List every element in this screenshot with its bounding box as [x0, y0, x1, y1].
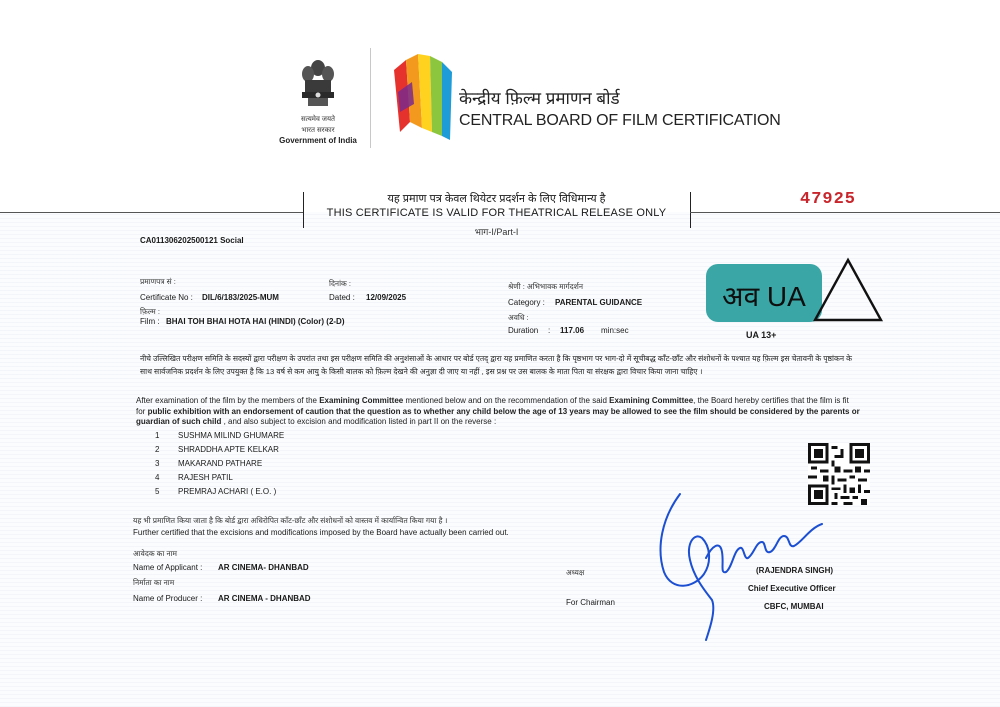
reference-code: CA011306202500121 Social — [140, 236, 244, 245]
part-label: भाग-I/Part-I — [474, 227, 519, 237]
signatory-title: Chief Executive Officer — [748, 584, 836, 593]
header-rule-right — [690, 212, 1000, 213]
producer-label: Name of Producer : — [133, 594, 203, 603]
film-label: Film : — [140, 317, 160, 326]
emblem-motto: सत्यमेव जयते — [300, 116, 336, 123]
date-hindi: दिनांक : — [329, 279, 351, 288]
category-hindi: श्रेणी : अभिभावक मार्गदर्शन — [508, 282, 583, 291]
board-name-hindi: केन्द्रीय फ़िल्म प्रमाणन बोर्ड — [459, 89, 620, 108]
committee-member-number: 3 — [155, 459, 160, 468]
serial-number: 47925 — [800, 190, 857, 209]
producer-hindi: निर्माता का नाम — [133, 578, 175, 587]
gov-english: Government of India — [279, 136, 357, 145]
committee-member-name: PREMRAJ ACHARI ( E.O. ) — [178, 487, 277, 496]
header-rule-left — [0, 212, 303, 213]
hindi-certification-text: नीचे उल्लिखित परीक्षण समिति के सदस्यों द्वारा परीक्षण के उपरांत तथा इस परीक्षण समिति की अनुशंसाओं के आधार पर बोर्ड एतद् द्वारा यह प्रमाणित करता है कि पृष्ठभाग पर भाग-दो में सूचीबद्ध काँट-छाँट और संशोधनों के पश्चात यह फ़िल्म इस चेतावनी के पृष्ठांकन के साथ सार्वजनिक प्रदर्शन के लिए उपयुक्त है कि 13 वर्ष से कम आयु के किसी बालक को फ़िल्म देखने की अनुज्ञा दी जाए या नहीं , इस प्रश्न पर उस बालक के माता पिता या संरक्षक द्वारा विचार किया जाना चाहिए । — [140, 354, 852, 376]
committee-member-number: 1 — [155, 431, 160, 440]
caution-triangle-icon — [812, 256, 884, 324]
for-chairman: For Chairman — [566, 598, 615, 607]
rating-label: UA 13+ — [746, 330, 777, 340]
category-value: PARENTAL GUIDANCE — [555, 298, 643, 307]
committee-member-number: 2 — [155, 445, 160, 454]
producer-value: AR CINEMA - DHANBAD — [218, 594, 311, 603]
applicant-value: AR CINEMA- DHANBAD — [218, 563, 309, 572]
applicant-label: Name of Applicant : — [133, 563, 203, 572]
further-cert-english: Further certified that the excisions and modifications imposed by the Board have actually been carried out. — [133, 528, 509, 537]
committee-member-number: 4 — [155, 473, 160, 482]
cert-no-value: DIL/6/183/2025-MUM — [202, 293, 279, 302]
duration-hindi: अवधि : — [508, 313, 529, 322]
category-label: Category : — [508, 298, 545, 307]
chairman-hindi: अध्यक्ष — [566, 568, 585, 577]
further-cert-hindi: यह भी प्रमाणित किया जाता है कि बोर्ड द्वारा अधिरोपित काँट-छाँट और संशोधनों को वास्तव में कार्यान्वित किया गया है । — [133, 516, 448, 525]
state-emblem-icon — [296, 58, 340, 114]
english-certification-text: After examination of the film by the members of the Examining Committee mentioned below and on the recommendation of the said Examining Committee, the Board hereby certifies that the film is fit for public exhibition with an endorsement of caution that the question as to whether any child below the age of 13 years may be allowed to see the film should be considered by the parents or guardian of such child , and also subject to excision and modification listed in part II on the reverse : — [136, 396, 860, 426]
committee-member-number: 5 — [155, 487, 160, 496]
committee-member-name: SUSHMA MILIND GHUMARE — [178, 431, 285, 440]
gov-hindi: भारत सरकार — [301, 127, 335, 134]
validity-hindi: यह प्रमाण पत्र केवल थियेटर प्रदर्शन के लिए विधिमान्य है — [387, 193, 606, 205]
rating-badge — [706, 264, 822, 322]
cert-no-hindi: प्रमाणपत्र सं : — [140, 277, 176, 286]
date-label: Dated : — [329, 293, 355, 302]
validity-english: THIS CERTIFICATE IS VALID FOR THEATRICAL RELEASE ONLY — [326, 207, 667, 219]
cert-no-label: Certificate No : — [140, 293, 193, 302]
committee-member-name: MAKARAND PATHARE — [178, 459, 263, 468]
film-hindi: फ़िल्म : — [140, 307, 160, 316]
applicant-hindi: आवेदक का नाम — [133, 549, 178, 558]
cbfc-logo-icon — [392, 52, 454, 144]
rating-badge-text: अव UA — [722, 281, 806, 312]
duration-unit: min:sec — [601, 326, 629, 335]
committee-member-name: SHRADDHA APTE KELKAR — [178, 445, 279, 454]
signatory-office: CBFC, MUMBAI — [764, 602, 824, 611]
board-name-english: CENTRAL BOARD OF FILM CERTIFICATION — [459, 112, 781, 129]
duration-label: Duration — [508, 326, 539, 335]
certificate-page: सत्यमेव जयते भारत सरकार Government of India केन्द्रीय फ़िल्म प्रमाणन बोर्ड CENTRAL BOARD OF FILM CERTIFICATION यह प्रमाण पत्र केवल थियेटर प्रदर्शन के लिए विधिमान्य है THIS CERTIFICATE IS VALID FOR THEATRICAL RELEASE ONLY भाग-I/Part-I 47925 CA011306202500121 Social प्रमाणपत्र सं : Certificate No : DIL/6/183/2025-MUM दिनांक : Dated : 12/09/2025 फ़िल्म : Film : BHAI TOH BHAI HOTA HAI (HINDI) (Color) (2-D) श्रेणी : अभिभावक मार्गदर्शन Category : PARENTAL GUIDANCE अवधि : Duration : 117.06 min:sec अव UA UA 13+ नीचे उल्लिखित परीक्षण समिति के सदस्यों द्वारा परीक्षण के उपरांत तथा इस परीक्षण समिति की अनुशंसाओं के आधार पर बोर्ड एतद् द्वारा यह प्रमाणित करता है कि पृष्ठभाग पर भाग-दो में सूचीबद्ध काँट-छाँट और संशोधनों के पश्चात यह फ़िल्म इस चेतावनी के पृष्ठांकन के साथ सार्वजनिक प्रदर्शन के लिए उपयुक्त है कि 13 वर्ष से कम आयु के किसी बालक को फ़िल्म देखने की अनुज्ञा दी जाए या नहीं , इस प्रश्न पर उस बालक के माता पिता या संरक्षक द्वारा विचार किया जाना चाहिए । After examination of the film by the members of the Examining Committee mentioned below and on the recommendation of the said Examining Committee, the Board hereby certifies that the film is fit for public exhibition with an endorsement of caution that the question as to whether any child below the age of 13 years may be allowed to see the film should be considered by the parents or guardian of such child , and also subject to excision and modification listed in part II on the reverse : 1 SUSHMA MILIND GHUMARE 2 SHRADDHA APTE KELKAR 3 MAKARAND PATHARE 4 RAJESH PATIL 5 PREMRAJ ACHARI ( E.O. ) यह भी प्रमाणित किया जाता है कि बोर्ड द्वारा अधिरोपित काँट-छाँट और संशोधनों को वास्तव में कार्यान्वित किया गया है । Further certified that the excisions and modifications imposed by the Board have actually been carried out. आवेदक का नाम Name of Applicant : AR CINEMA- DHANBAD निर्माता का नाम Name of Producer : AR CINEMA - DHANBAD अध्यक्ष For Chairman (RAJENDRA SINGH) Chief Executive Officer CBFC, MUMBAI — [0, 0, 1000, 707]
committee-member-name: RAJESH PATIL — [178, 473, 233, 482]
validity-bracket-right — [690, 192, 691, 228]
signatory-name: (RAJENDRA SINGH) — [756, 566, 834, 575]
film-title-value: BHAI TOH BHAI HOTA HAI (HINDI) (Color) (2-D) — [166, 317, 345, 326]
duration-value: 117.06 — [560, 326, 585, 335]
header-divider — [370, 48, 371, 148]
date-value: 12/09/2025 — [366, 293, 407, 302]
